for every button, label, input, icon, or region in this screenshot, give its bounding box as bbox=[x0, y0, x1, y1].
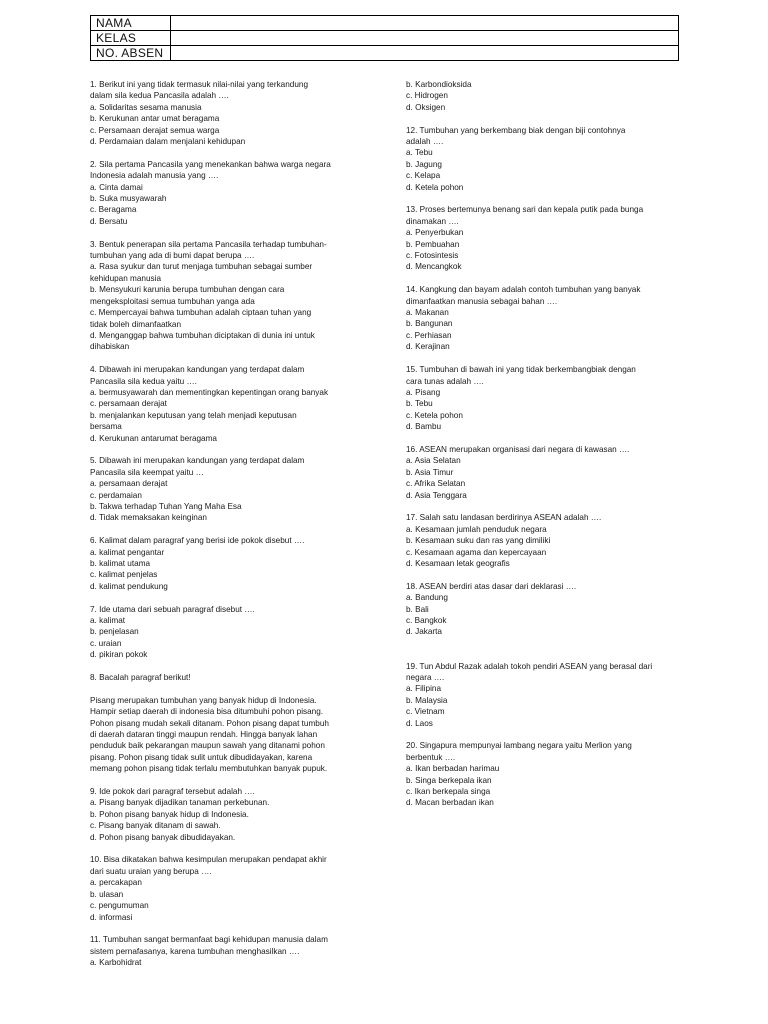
answer-option[interactable]: a. percakapan bbox=[90, 878, 142, 888]
question-text: 13. Proses bertemunya benang sari dan kepala putik pada bunga dinamakan …. bbox=[406, 205, 644, 226]
answer-option[interactable]: d. Jakarta bbox=[406, 627, 442, 637]
question-block bbox=[90, 535, 365, 592]
answer-option[interactable]: a. Ikan berbadan harimau bbox=[406, 764, 500, 774]
answer-option[interactable]: a. Tebu bbox=[406, 148, 433, 158]
reading-passage: Pisang merupakan tumbuhan yang banyak hidup di Indonesia. Hampir setiap daerah di indonesia bisa ditumbuhi pohon pisang. Pohon pisang mudah sekali ditanam. Pohon pisang dapat tumbuh di daerah dataran tinggi maupun rendah. Hingga banyak lahan penduduk baik pekarangan maupun sawah yang ditanami pohon pisang. Pohon pisang tidak sulit untuk dibudidayakan, karena memang pohon pisang tidak terlalu membutuhkan banyak pupuk. bbox=[90, 695, 329, 774]
answer-option[interactable]: c. perdamaian bbox=[90, 490, 142, 500]
answer-option[interactable]: a. Solidaritas sesama manusia bbox=[90, 102, 202, 112]
question-text: 5. Dibawah ini merupakan kandungan yang terdapat dalam Pancasila sila keempat yaitu … bbox=[90, 456, 305, 477]
answer-option[interactable]: b. Jagung bbox=[406, 159, 442, 169]
question-block bbox=[406, 125, 681, 193]
question-block bbox=[406, 661, 681, 729]
answer-option[interactable]: b. Pohon pisang banyak hidup di Indonesia. bbox=[90, 809, 249, 819]
answer-option[interactable]: c. Beragama bbox=[90, 205, 137, 215]
question-text: 2. Sila pertama Pancasila yang menekankan bahwa warga negara Indonesia adalah manusia yang …. bbox=[90, 159, 331, 181]
question-text: 7. Ide utama dari sebuah paragraf disebut …. bbox=[90, 604, 255, 614]
answer-option[interactable]: c. Vietnam bbox=[406, 707, 445, 717]
answer-option[interactable]: d. Bersatu bbox=[90, 216, 128, 226]
answer-option[interactable]: b. Asia Timur bbox=[406, 467, 454, 477]
question-block bbox=[90, 364, 365, 444]
question-block bbox=[90, 455, 365, 523]
answer-option[interactable]: b. Bali bbox=[406, 604, 429, 614]
answer-option[interactable]: b. Takwa terhadap Tuhan Yang Maha Esa bbox=[90, 501, 242, 511]
question-text: 12. Tumbuhan yang berkembang biak dengan biji contohnya adalah …. bbox=[406, 125, 626, 147]
answer-option[interactable]: c. uraian bbox=[90, 638, 122, 648]
class-field[interactable] bbox=[171, 31, 679, 46]
answer-option[interactable]: b. Pembuahan bbox=[406, 239, 460, 249]
answer-option[interactable]: a. Penyerbukan bbox=[406, 228, 464, 238]
answer-option[interactable]: a. Cinta damai bbox=[90, 182, 143, 192]
identity-row-name bbox=[91, 16, 679, 31]
question-text: 9. Ide pokok dari paragraf tersebut adalah …. bbox=[90, 787, 255, 797]
answer-option[interactable]: a. Pisang banyak dijadikan tanaman perkebunan. bbox=[90, 798, 270, 808]
answer-option[interactable]: a. kalimat pengantar bbox=[90, 547, 165, 557]
answer-option[interactable]: d. kalimat pendukung bbox=[90, 581, 168, 591]
answer-option[interactable]: b. penjelasan bbox=[90, 627, 139, 637]
question-text: 11. Tumbuhan sangat bermanfaat bagi kehidupan manusia dalam sistem pernafasanya, karena tumbuhan menghasilkan …. bbox=[90, 935, 328, 956]
answer-option[interactable]: b. Malaysia bbox=[406, 695, 448, 705]
answer-option[interactable]: d. Kerukunan antarumat beragama bbox=[90, 433, 217, 443]
answer-option[interactable]: b. Bangunan bbox=[406, 319, 453, 329]
question-text: 3. Bentuk penerapan sila pertama Pancasila terhadap tumbuhan- tumbuhan yang ada di bumi dapat berupa …. bbox=[90, 239, 327, 261]
answer-option[interactable]: b. Suka musyawarah bbox=[90, 194, 167, 204]
answer-option[interactable]: a. Makanan bbox=[406, 308, 449, 318]
answer-option[interactable]: c. Pisang banyak ditanam di sawah. bbox=[90, 821, 221, 831]
question-block bbox=[406, 79, 681, 113]
question-block bbox=[406, 364, 681, 432]
answer-option[interactable]: c. Persamaan derajat semua warga bbox=[90, 125, 220, 135]
question-text: 17. Salah satu landasan berdirinya ASEAN adalah …. bbox=[406, 513, 602, 523]
answer-option[interactable]: d. Bambu bbox=[406, 422, 442, 432]
answer-option[interactable]: a. Kesamaan jumlah penduduk negara bbox=[406, 524, 547, 534]
answer-option[interactable]: c. persamaan derajat bbox=[90, 399, 167, 409]
answer-option[interactable]: b. Karbondioksida bbox=[406, 80, 472, 89]
answer-option[interactable]: c. Hidrogen bbox=[406, 91, 448, 101]
answer-option[interactable]: b. Singa berkepala ikan bbox=[406, 775, 492, 785]
answer-option[interactable]: a. Rasa syukur dan turut menjaga tumbuhan sebagai sumber kehidupan manusia bbox=[90, 262, 313, 283]
answer-option[interactable]: c. Kelapa bbox=[406, 171, 441, 181]
question-block bbox=[90, 672, 365, 683]
question-block bbox=[90, 854, 365, 922]
question-text: 14. Kangkung dan bayam adalah contoh tumbuhan yang banyak dimanfaatkan manusia sebagai bahan …. bbox=[406, 285, 641, 306]
answer-option[interactable]: d. Kerajinan bbox=[406, 342, 450, 352]
answer-option[interactable]: d. Asia Tenggara bbox=[406, 490, 467, 500]
question-text: 4. Dibawah ini merupakan kandungan yang terdapat dalam Pancasila sila kedua yaitu …. bbox=[90, 365, 305, 386]
question-block bbox=[90, 159, 365, 227]
answer-option[interactable]: c. pengumuman bbox=[90, 901, 149, 911]
answer-option[interactable]: a. Filipina bbox=[406, 684, 442, 694]
answer-option[interactable]: d. Laos bbox=[406, 718, 433, 728]
answer-option[interactable]: d. Oksigen bbox=[406, 102, 446, 112]
question-block bbox=[406, 581, 681, 638]
answer-option[interactable]: c. Perhiasan bbox=[406, 330, 452, 340]
answer-option[interactable]: d. Pohon pisang banyak dibudidayakan. bbox=[90, 832, 236, 842]
answer-option[interactable]: d. Tidak memaksakan keinginan bbox=[90, 513, 207, 523]
question-block bbox=[90, 786, 365, 843]
question-text: 16. ASEAN merupakan organisasi dari negara di kawasan …. bbox=[406, 444, 630, 454]
name-label: NAMA bbox=[91, 16, 171, 31]
student-identity-table bbox=[90, 15, 679, 61]
answer-option[interactable]: a. kalimat bbox=[90, 616, 126, 625]
answer-option[interactable]: d. Perdamaian dalam menjalani kehidupan bbox=[90, 137, 246, 147]
question-text: 1. Berikut ini yang tidak termasuk nilai-nilai yang terkandung dalam sila kedua Pancasila adalah …. bbox=[90, 80, 308, 101]
identity-row-class bbox=[91, 31, 679, 46]
question-block bbox=[90, 239, 365, 353]
question-text: 8. Bacalah paragraf berikut! bbox=[90, 673, 191, 683]
question-block bbox=[406, 512, 681, 569]
answer-option[interactable]: d. Kesamaan letak geografis bbox=[406, 558, 510, 568]
answer-option[interactable]: a. bermusyawarah dan mementingkan kepentingan orang banyak bbox=[90, 387, 329, 397]
answer-option[interactable]: b. Kesamaan suku dan ras yang dimiliki bbox=[406, 536, 551, 546]
answer-option[interactable]: a. Karbohidrat bbox=[90, 958, 142, 968]
answer-option[interactable]: b. Tebu bbox=[406, 399, 433, 409]
answer-option[interactable]: c. Ketela pohon bbox=[406, 410, 463, 420]
answer-option[interactable]: c. Mempercayai bahwa tumbuhan adalah ciptaan tuhan yang tidak boleh dimanfaatkan bbox=[90, 308, 312, 329]
absen-number-label: NO. ABSEN bbox=[91, 46, 171, 61]
question-block bbox=[90, 934, 365, 968]
question-text: 19. Tun Abdul Razak adalah tokoh pendiri ASEAN yang berasal dari negara …. bbox=[406, 661, 653, 682]
question-text: 18. ASEAN berdiri atas dasar dari deklarasi …. bbox=[406, 581, 577, 591]
answer-option[interactable]: d. Mencangkok bbox=[406, 262, 462, 272]
answer-option[interactable]: d. Menganggap bahwa tumbuhan diciptakan di dunia ini untuk dihabiskan bbox=[90, 330, 315, 352]
answer-option[interactable]: c. Ikan berkepala singa bbox=[406, 787, 491, 797]
identity-row-absen bbox=[91, 46, 679, 61]
name-field[interactable] bbox=[171, 16, 679, 31]
answer-option[interactable]: b. kalimat utama bbox=[90, 558, 151, 568]
question-block bbox=[90, 604, 365, 661]
answer-option[interactable]: c. Afrika Selatan bbox=[406, 479, 466, 489]
answer-option[interactable]: a. Bandung bbox=[406, 593, 448, 603]
answer-option[interactable]: a. Asia Selatan bbox=[406, 456, 461, 466]
question-block bbox=[406, 740, 681, 808]
answer-option[interactable]: c. kalimat penjelas bbox=[90, 570, 158, 580]
answer-option[interactable]: d. Macan berbadan ikan bbox=[406, 798, 494, 808]
answer-option[interactable]: b. Kerukunan antar umat beragama bbox=[90, 114, 220, 124]
answer-option[interactable]: d. pikiran pokok bbox=[90, 650, 148, 660]
answer-option[interactable]: b. Mensyukuri karunia berupa tumbuhan dengan cara mengeksploitasi semua tumbuhan yanga ada bbox=[90, 285, 285, 306]
answer-option[interactable]: b. menjalankan keputusan yang telah menjadi keputusan bersama bbox=[90, 410, 297, 432]
question-block bbox=[406, 444, 681, 501]
answer-option[interactable]: c. Kesamaan agama dan kepercayaan bbox=[406, 547, 547, 557]
answer-option[interactable]: a. Pisang bbox=[406, 387, 441, 397]
questions-left-column bbox=[90, 79, 365, 980]
class-label: KELAS bbox=[91, 31, 171, 46]
answer-option[interactable]: c. Fotosintesis bbox=[406, 251, 459, 261]
answer-option[interactable]: d. informasi bbox=[90, 912, 133, 922]
answer-option[interactable]: b. ulasan bbox=[90, 889, 124, 899]
question-block bbox=[406, 204, 681, 272]
question-text: 20. Singapura mempunyai lambang negara yaitu Merlion yang berbentuk …. bbox=[406, 741, 632, 762]
question-block bbox=[406, 284, 681, 352]
question-text: 6. Kalimat dalam paragraf yang berisi ide pokok disebut …. bbox=[90, 536, 305, 546]
question-block bbox=[90, 79, 365, 147]
answer-option[interactable]: d. Ketela pohon bbox=[406, 182, 464, 192]
question-text: 10. Bisa dikatakan bahwa kesimpulan merupakan pendapat akhir dari suatu uraian yang berupa …. bbox=[90, 855, 327, 876]
absen-number-field[interactable] bbox=[171, 46, 679, 61]
answer-option[interactable]: a. persamaan derajat bbox=[90, 479, 168, 489]
questions-right-column bbox=[406, 79, 681, 820]
question-text: 15. Tumbuhan di bawah ini yang tidak berkembangbiak dengan cara tunas adalah …. bbox=[406, 365, 636, 386]
answer-option[interactable]: c. Bangkok bbox=[406, 615, 447, 625]
